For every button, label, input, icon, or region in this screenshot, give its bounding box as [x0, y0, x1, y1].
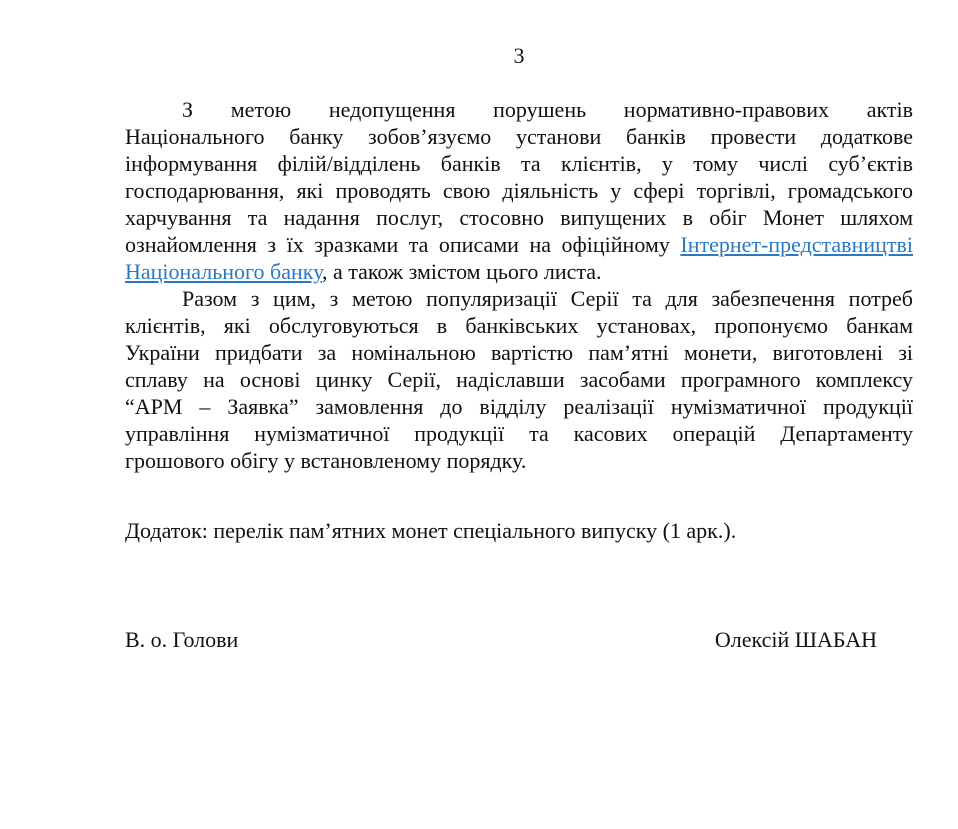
paragraph-2-line-2: клієнтів, які обслуговуються в банківських установах, пропонуємо банкам	[125, 313, 913, 338]
paragraph-1-line-6	[125, 231, 913, 258]
signature-name: Олексій ШАБАН	[714, 627, 877, 652]
attachment-note: Додаток: перелік пам’ятних монет спеціального випуску (1 арк.).	[125, 518, 737, 543]
paragraph-2-line-6: управління нумізматичної продукції та касових операцій Департаменту	[125, 421, 913, 446]
internet-representation-link-part-2[interactable]: Національного банку	[125, 259, 322, 284]
paragraph-1-line-3: інформування філій/відділень банків та клієнтів, у тому числі суб’єктів	[125, 151, 913, 176]
paragraph-1-line-6-text: ознайомлення з їх зразками та описами на офіційному	[125, 232, 670, 257]
letter-body	[125, 96, 913, 474]
paragraph-2-line-4: сплаву на основі цинку Серії, надіславши засобами програмного комплексу	[125, 367, 913, 392]
signature-block	[125, 626, 913, 653]
paragraph-1-line-1: З метою недопущення порушень нормативно-правових актів	[182, 97, 913, 122]
paragraph-2-line-1: Разом з цим, з метою популяризації Серії та для забезпечення потреб	[182, 286, 913, 311]
paragraph-2-line-5: “АРМ – Заявка” замовлення до відділу реалізації нумізматичної продукції	[125, 394, 913, 419]
paragraph-1-line-7	[125, 258, 913, 285]
paragraph-1-line-5: харчування та надання послуг, стосовно випущених в обіг Монет шляхом	[125, 205, 913, 230]
paragraph-1-line-4: господарювання, які проводять свою діяльність у сфері торгівлі, громадського	[125, 178, 913, 203]
internet-representation-link-part-1[interactable]: Інтернет-представництві	[680, 232, 914, 257]
signature-title: В. о. Голови	[125, 627, 239, 652]
paragraph-2-line-3: України придбати за номінальною вартістю пам’ятні монети, виготовлені зі	[125, 340, 913, 365]
paragraph-2-line-7: грошового обігу у встановленому порядку.	[125, 448, 527, 473]
paragraph-1-line-7-text: , а також змістом цього листа.	[321, 259, 602, 284]
paragraph-1-line-2: Національного банку зобов’язуємо установи банків провести додаткове	[125, 124, 913, 149]
page-number: 3	[513, 43, 525, 68]
